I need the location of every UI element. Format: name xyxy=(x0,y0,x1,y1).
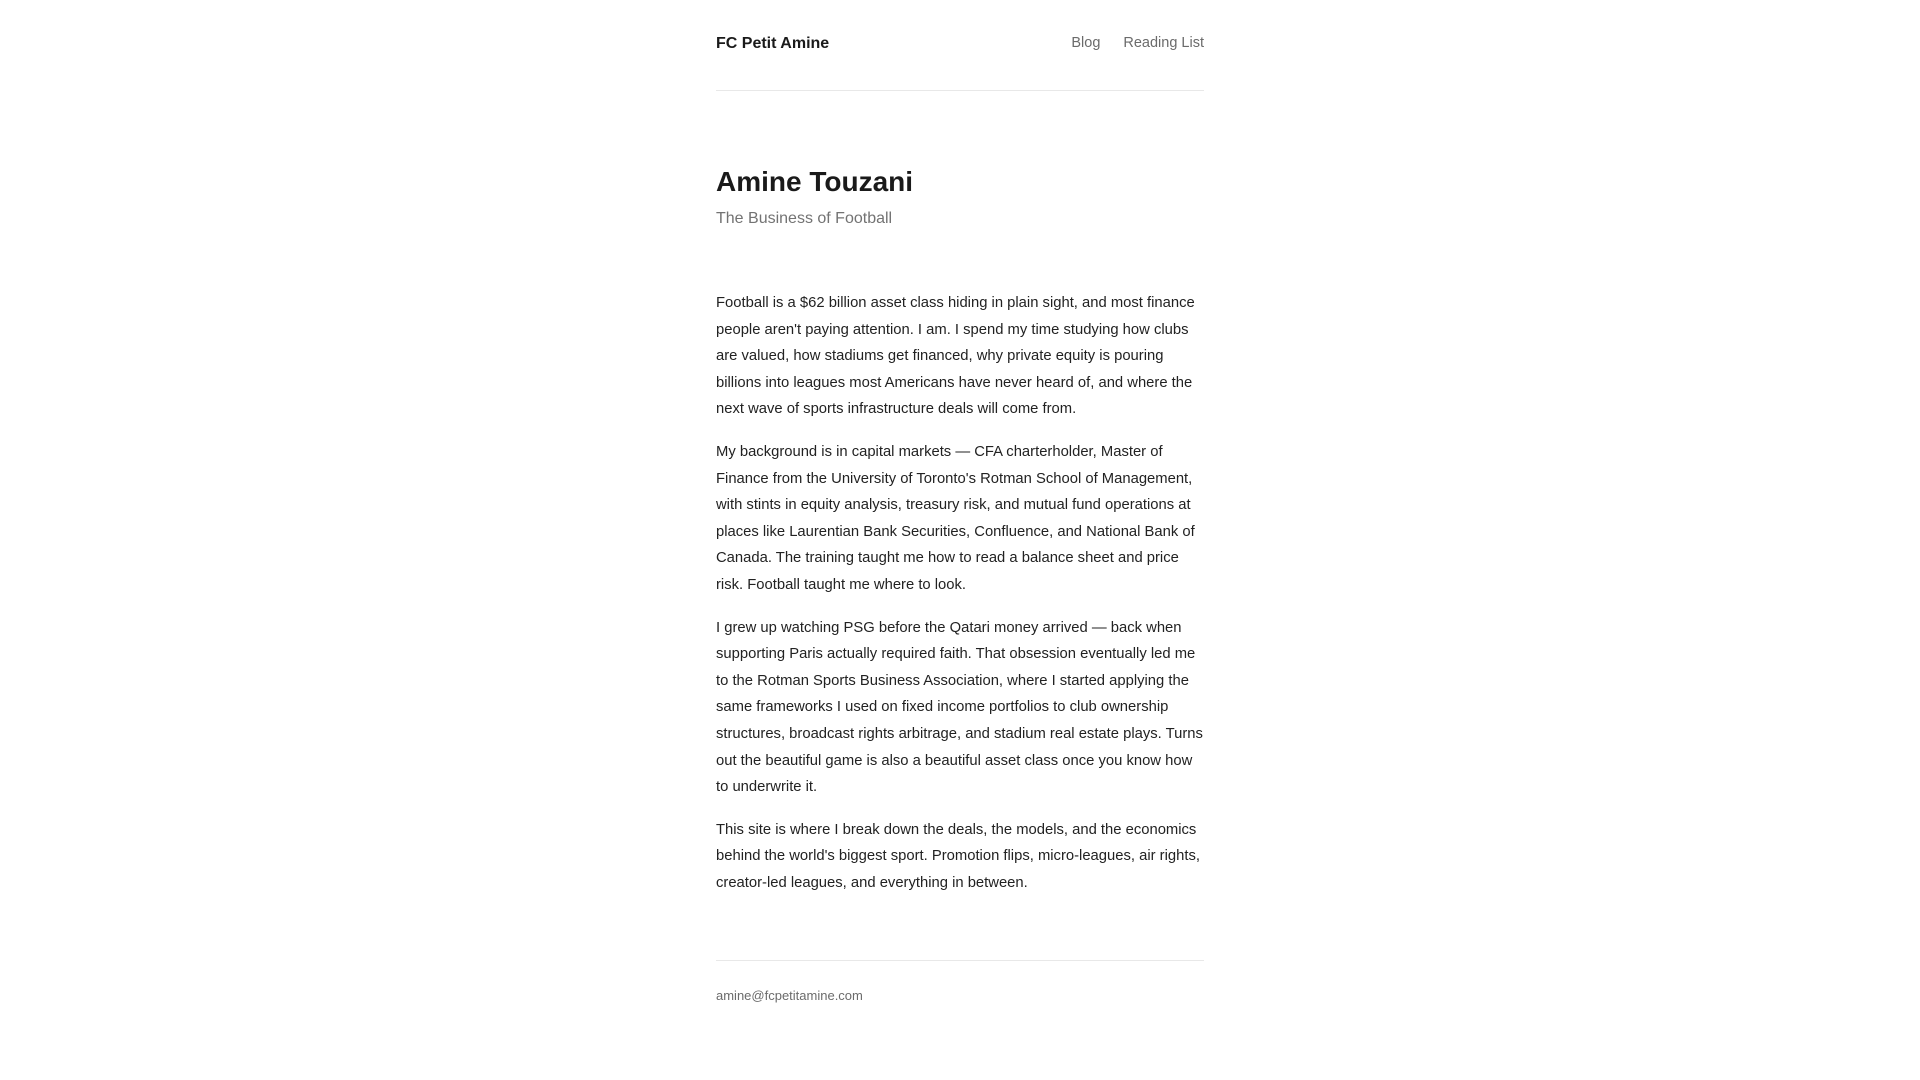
site-footer xyxy=(716,960,1204,1005)
page-subtitle: The Business of Football xyxy=(716,210,893,227)
paragraph-psg: I grew up watching PSG before the Qatari money arrived — back when supporting Paris actually required faith. That obsession eventually led me to the Rotman Sports Business Association, where I started applying the same frameworks I used on fixed income portfolios to club ownership structures, broadcast rights arbitrage, and stadium real estate plays. Turns out the beautiful game is also a beautiful asset class once you know how to underwrite it. xyxy=(716,619,1203,796)
site-header xyxy=(716,0,1204,91)
paragraph-site-purpose: This site is where I break down the deals, the models, and the economics behind the world's biggest sport. Promotion flips, micro-leagues, air rights, creator-led leagues, and everything in between. xyxy=(716,821,1200,891)
about-content xyxy=(716,290,1204,896)
nav-link-blog[interactable]: Blog xyxy=(1071,35,1101,51)
email-link[interactable]: amine@fcpetitamine.com xyxy=(716,988,863,1004)
paragraph-intro: Football is a $62 billion asset class hiding in plain sight, and most finance people aren't paying attention. I am. I spend my time studying how clubs are valued, how stadiums get financed, why private equity is pouring billions into leagues most Americans have never heard of, and where the next wave of sports infrastructure deals will come from. xyxy=(716,295,1195,418)
nav-link-reading-list[interactable]: Reading List xyxy=(1123,35,1204,51)
page-container xyxy=(716,0,1204,1005)
site-brand-link[interactable]: FC Petit Amine xyxy=(716,35,830,52)
main-nav xyxy=(1071,35,1204,51)
hero-section xyxy=(716,91,1204,230)
paragraph-background: My background is in capital markets — CFA charterholder, Master of Finance from the University of Toronto's Rotman School of Management, with stints in equity analysis, treasury risk, and mutual fund operations at places like Laurentian Bank Securities, Confluence, and National Bank of Canada. The training taught me how to read a balance sheet and price risk. Football taught me where to look. xyxy=(716,443,1195,593)
page-title: Amine Touzani xyxy=(716,166,914,197)
